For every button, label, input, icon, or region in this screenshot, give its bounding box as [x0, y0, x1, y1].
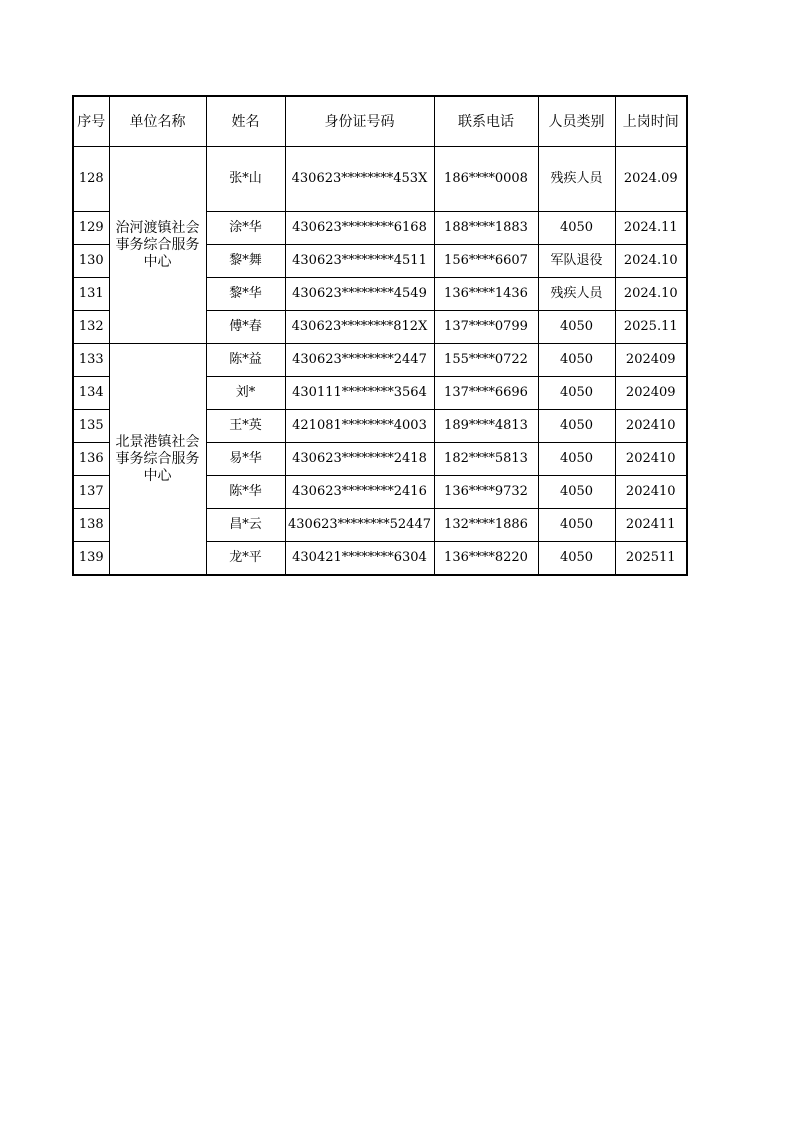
table-row: [73, 147, 687, 212]
cell-no: 134: [73, 377, 109, 410]
cell-category: 残疾人员: [538, 147, 615, 212]
cell-id: 430623********2447: [285, 344, 434, 377]
header-date: 上岗时间: [615, 96, 687, 147]
header-id: 身份证号码: [285, 96, 434, 147]
cell-no: 138: [73, 509, 109, 542]
cell-category: 4050: [538, 377, 615, 410]
cell-phone: 186****0008: [434, 147, 538, 212]
cell-no: 128: [73, 147, 109, 212]
cell-category: 4050: [538, 410, 615, 443]
cell-category: 残疾人员: [538, 278, 615, 311]
cell-name: 黎*舞: [206, 245, 285, 278]
header-no: 序号: [73, 96, 109, 147]
cell-no: 135: [73, 410, 109, 443]
cell-no: 130: [73, 245, 109, 278]
cell-category: 军队退役: [538, 245, 615, 278]
cell-date: 2024.10: [615, 278, 687, 311]
cell-no: 133: [73, 344, 109, 377]
cell-phone: 136****8220: [434, 542, 538, 576]
cell-name: 昌*云: [206, 509, 285, 542]
cell-name: 龙*平: [206, 542, 285, 576]
cell-date: 2024.09: [615, 147, 687, 212]
cell-phone: 132****1886: [434, 509, 538, 542]
cell-category: 4050: [538, 443, 615, 476]
cell-id: 430623********812X: [285, 311, 434, 344]
cell-name: 黎*华: [206, 278, 285, 311]
cell-id: 430623********6168: [285, 212, 434, 245]
cell-name: 陈*华: [206, 476, 285, 509]
cell-id: 430623********2418: [285, 443, 434, 476]
cell-phone: 182****5813: [434, 443, 538, 476]
cell-id: 430623********52447: [285, 509, 434, 542]
cell-date: 2024.11: [615, 212, 687, 245]
cell-category: 4050: [538, 476, 615, 509]
cell-no: 136: [73, 443, 109, 476]
cell-name: 刘*: [206, 377, 285, 410]
cell-id: 430421********6304: [285, 542, 434, 576]
cell-id: 430623********453X: [285, 147, 434, 212]
header-name: 姓名: [206, 96, 285, 147]
cell-phone: 136****9732: [434, 476, 538, 509]
cell-no: 131: [73, 278, 109, 311]
cell-category: 4050: [538, 509, 615, 542]
cell-id: 421081********4003: [285, 410, 434, 443]
header-phone: 联系电话: [434, 96, 538, 147]
cell-unit: 北景港镇社会事务综合服务中心: [109, 344, 206, 576]
cell-category: 4050: [538, 311, 615, 344]
cell-category: 4050: [538, 344, 615, 377]
cell-date: 202410: [615, 476, 687, 509]
cell-no: 129: [73, 212, 109, 245]
cell-phone: 137****0799: [434, 311, 538, 344]
cell-id: 430111********3564: [285, 377, 434, 410]
cell-date: 202409: [615, 377, 687, 410]
cell-date: 2025.11: [615, 311, 687, 344]
cell-id: 430623********2416: [285, 476, 434, 509]
cell-date: 2024.10: [615, 245, 687, 278]
cell-category: 4050: [538, 212, 615, 245]
cell-date: 202410: [615, 410, 687, 443]
cell-phone: 189****4813: [434, 410, 538, 443]
cell-phone: 136****1436: [434, 278, 538, 311]
cell-name: 张*山: [206, 147, 285, 212]
cell-category: 4050: [538, 542, 615, 576]
header-row: [73, 96, 687, 147]
cell-unit: 治河渡镇社会事务综合服务中心: [109, 147, 206, 344]
cell-name: 陈*益: [206, 344, 285, 377]
cell-id: 430623********4549: [285, 278, 434, 311]
cell-phone: 156****6607: [434, 245, 538, 278]
cell-no: 137: [73, 476, 109, 509]
cell-date: 202411: [615, 509, 687, 542]
cell-date: 202409: [615, 344, 687, 377]
cell-id: 430623********4511: [285, 245, 434, 278]
cell-name: 王*英: [206, 410, 285, 443]
cell-phone: 155****0722: [434, 344, 538, 377]
cell-phone: 188****1883: [434, 212, 538, 245]
cell-no: 132: [73, 311, 109, 344]
table-row: [73, 344, 687, 377]
cell-phone: 137****6696: [434, 377, 538, 410]
personnel-table: [72, 95, 688, 576]
cell-name: 傅*春: [206, 311, 285, 344]
cell-no: 139: [73, 542, 109, 576]
cell-date: 202511: [615, 542, 687, 576]
cell-date: 202410: [615, 443, 687, 476]
header-unit: 单位名称: [109, 96, 206, 147]
cell-name: 易*华: [206, 443, 285, 476]
cell-name: 涂*华: [206, 212, 285, 245]
header-category: 人员类别: [538, 96, 615, 147]
